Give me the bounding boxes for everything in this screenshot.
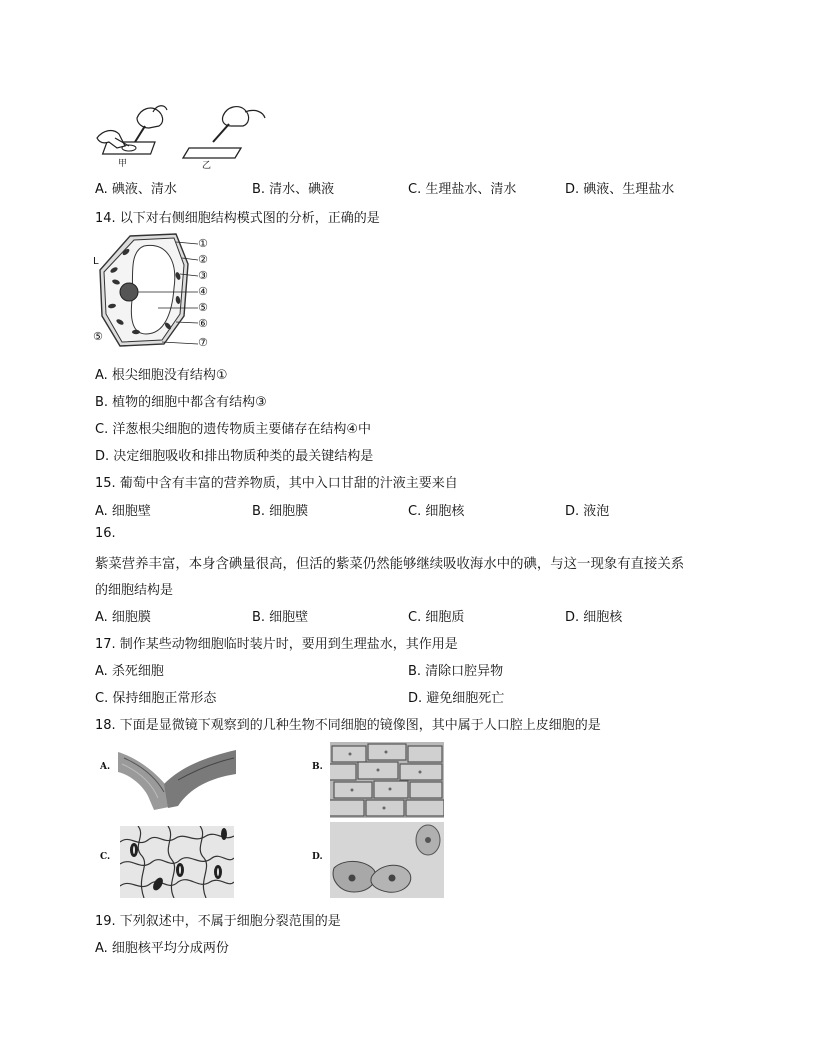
q17-option-a: A. 杀死细胞	[95, 664, 164, 679]
q17-stem: 17. 制作某些动物细胞临时装片时，要用到生理盐水，其作用是	[95, 637, 458, 652]
diagram-label-5: ⑤	[198, 301, 208, 314]
diagram-label-3: ③	[198, 269, 208, 282]
q14-option-c: C. 洋葱根尖细胞的遗传物质主要储存在结构④中	[95, 422, 371, 437]
figure-label-yi: 乙	[202, 161, 212, 171]
diagram-label-2: ②	[198, 253, 208, 266]
q15-option-a: A. 细胞壁	[95, 504, 151, 519]
q15-option-d: D. 液泡	[565, 504, 610, 519]
micrograph-c-label: C.	[100, 852, 111, 862]
q19-option-a: A. 细胞核平均分成两份	[95, 941, 229, 956]
q14-stem: 14. 以下对右侧细胞结构模式图的分析，正确的是	[95, 211, 380, 226]
q16-number: 16.	[95, 526, 116, 541]
q16-stem-line2: 的细胞结构是	[95, 583, 174, 598]
q13-option-a: A. 碘液、清水	[95, 182, 177, 197]
micrograph-a-label: A.	[100, 762, 111, 772]
q14-option-b: B. 植物的细胞中都含有结构③	[95, 395, 267, 410]
diagram-label-7: ⑦	[198, 336, 208, 349]
q14-option-d: D. 决定细胞吸收和排出物质种类的最关键结构是	[95, 449, 374, 464]
micrograph-b-label: B.	[312, 762, 323, 772]
q16-option-d: D. 细胞核	[565, 610, 623, 625]
q13-option-b: B. 清水、碘液	[252, 182, 335, 197]
q19-stem: 19. 下列叙述中，不属于细胞分裂范围的是	[95, 914, 341, 929]
q13-option-c: C. 生理盐水、清水	[408, 182, 517, 197]
q13-option-d: D. 碘液、生理盐水	[565, 182, 675, 197]
q15-option-c: C. 细胞核	[408, 504, 465, 519]
q17-option-b: B. 清除口腔异物	[408, 664, 504, 679]
micrograph-d	[330, 822, 444, 898]
micrograph-c	[120, 826, 234, 898]
micrograph-b	[330, 742, 444, 818]
q14-option-a: A. 根尖细胞没有结构①	[95, 368, 228, 383]
q16-option-a: A. 细胞膜	[95, 610, 151, 625]
diagram-label-4: ④	[198, 285, 208, 298]
q18-stem: 18. 下面是显微镜下观察到的几种生物不同细胞的镜像图，其中属于人口腔上皮细胞的是	[95, 718, 601, 733]
q15-option-b: B. 细胞膜	[252, 504, 309, 519]
micrograph-a	[118, 744, 236, 810]
q17-option-c: C. 保持细胞正常形态	[95, 691, 217, 706]
q17-option-d: D. 避免细胞死亡	[408, 691, 505, 706]
diagram-bottom-label: ⑤	[93, 330, 103, 343]
q16-option-b: B. 细胞壁	[252, 610, 309, 625]
q16-option-c: C. 细胞质	[408, 610, 465, 625]
q16-stem-line1: 紫菜营养丰富，本身含碘量很高，但活的紫菜仍然能够继续吸收海水中的碘，与这一现象有直接关系	[95, 557, 685, 572]
q15-stem: 15. 葡萄中含有丰富的营养物质，其中入口甘甜的汁液主要来自	[95, 476, 458, 491]
figure-label-jia: 甲	[118, 159, 128, 169]
micrograph-d-label: D.	[312, 852, 323, 862]
diagram-side-label: L	[93, 256, 99, 267]
diagram-label-1: ①	[198, 237, 208, 250]
diagram-label-6: ⑥	[198, 317, 208, 330]
